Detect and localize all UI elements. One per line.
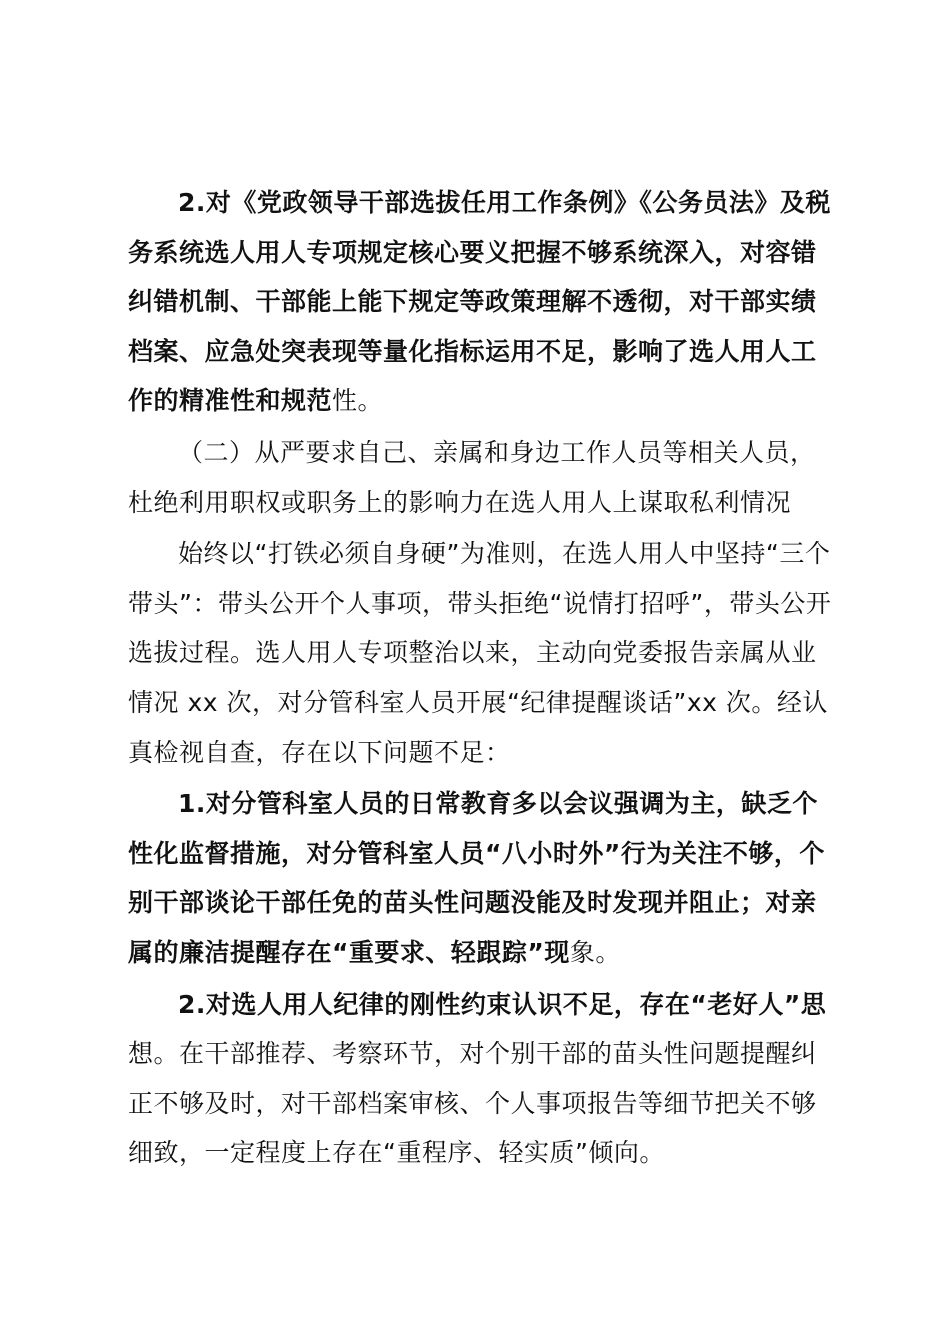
paragraph-plain-text: 性。 <box>332 386 384 416</box>
paragraph-problem-2-policy <box>128 178 833 426</box>
paragraph-bold-text: 1.对分管科室人员的日常教育多以会议强调为主，缺乏个性化监督措施，对分管科室人员“八小时外”行为关注不够，个别干部谈论干部任免的苗头性问题没能及时发现并阻止；对亲属的廉洁提醒存在“重要求、轻跟踪”现 <box>128 789 825 967</box>
paragraph-self-check: 始终以“打铁必须自身硬”为准则，在选人用人中坚持“三个带头”：带头公开个人事项，带头拒绝“说情打招呼”，带头公开选拔过程。选人用人专项整治以来，主动向党委报告亲属从业情况 xx 次，对分管科室人员开展“纪律提醒谈话”xx 次。经认真检视自查，存在以下问题不足： <box>128 539 832 767</box>
paragraph-plain-text: 想。在干部推荐、考察环节，对个别干部的苗头性问题提醒纠正不够及时，对干部档案审核、个人事项报告等细节把关不够细致，一定程度上存在“重程序、轻实质”倾向。 <box>128 1039 817 1168</box>
paragraph-plain-text: 象。 <box>569 937 621 967</box>
section-heading-2: （二）从严要求自己、亲属和身边工作人员等相关人员，杜绝利用职权或职务上的影响力在选人用人上谋取私利情况 <box>128 437 816 517</box>
paragraph-bold-text: 2.对《党政领导干部选拔任用工作条例》《公务员法》及税务系统选人用人专项规定核心要义把握不够系统深入，对容错纠错机制、干部能上能下规定等政策理解不透彻，对干部实绩档案、应急处突表现等量化指标运用不足，影响了选人用人工作的精准性和规范 <box>128 188 831 416</box>
paragraph-problem-1-supervision <box>128 779 833 977</box>
paragraph-problem-2-discipline <box>128 980 833 1178</box>
document-body <box>128 178 833 1178</box>
paragraph-bold-text: 2.对选人用人纪律的刚性约束认识不足，存在“老好人”思 <box>178 989 827 1019</box>
